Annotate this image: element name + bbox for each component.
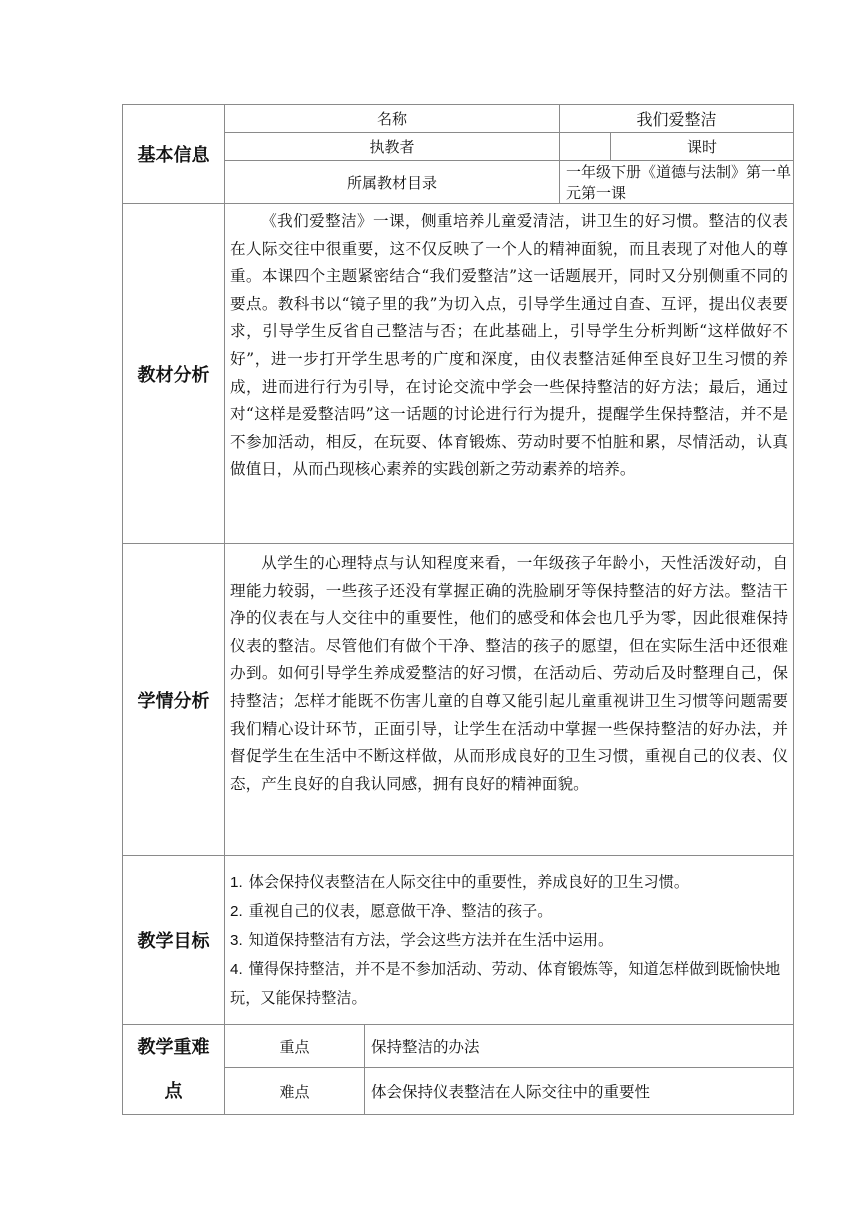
student-analysis-header: 学情分析: [123, 544, 225, 856]
textbook-row: [123, 204, 794, 544]
basic-row-name: [123, 105, 794, 133]
students-row: [123, 544, 794, 856]
teaching-goals-list: [225, 856, 794, 1025]
catalog-value: 一年级下册《道德与法制》第一单元第一课: [560, 161, 794, 204]
name-value: 我们爱整洁: [560, 105, 794, 133]
textbook-analysis-header: 教材分析: [123, 204, 225, 544]
teaching-goals-header: 教学目标: [123, 856, 225, 1025]
goal-item: 3. 知道保持整洁有方法，学会这些方法并在生活中运用。: [230, 931, 614, 949]
goal-item: 4. 懂得保持整洁，并不是不参加活动、劳动、体育锻炼等，知道怎样做到既愉快地玩，又能保持整洁。: [230, 960, 781, 1007]
difficult-point-value: 体会保持仪表整洁在人际交往中的重要性: [365, 1068, 794, 1115]
key-point-value: 保持整洁的办法: [365, 1025, 794, 1068]
goal-item: 1. 体会保持仪表整洁在人际交往中的重要性，养成良好的卫生习惯。: [230, 873, 690, 891]
key-point-row: [123, 1025, 794, 1068]
student-analysis-text: 从学生的心理特点与认知程度来看，一年级孩子年龄小，天性活泼好动，自理能力较弱，一些孩子还没有掌握正确的洗脸刷牙等保持整洁的好方法。整洁干净的仪表在与人交往中的重要性，他们的感受和体会也几乎为零，因此很难保持仪表的整洁。尽管他们有做个干净、整洁的孩子的愿望，但在实际生活中还很难办到。如何引导学生养成爱整洁的好习惯，在活动后、劳动后及时整理自己，保持整洁；怎样才能既不伤害儿童的自尊又能引起儿童重视讲卫生习惯等问题需要我们精心设计环节，正面引导，让学生在活动中掌握一些保持整洁的好办法，并督促学生在生活中不断这样做，从而形成良好的卫生习惯，重视自己的仪表、仪态，产生良好的自我认同感，拥有良好的精神面貌。: [225, 544, 794, 856]
key-difficult-header-line2: 点: [164, 1080, 183, 1102]
textbook-analysis-text: 《我们爱整洁》一课，侧重培养儿童爱清洁，讲卫生的好习惯。整洁的仪表在人际交往中很重要，这不仅反映了一个人的精神面貌，而且表现了对他人的尊重。本课四个主题紧密结合“我们爱整洁”这一话题展开，同时又分别侧重不同的要点。教科书以“镜子里的我”为切入点，引导学生通过自查、互评，提出仪表要求，引导学生反省自己整洁与否；在此基础上，引导学生分析判断“这样做好不好”，进一步打开学生思考的广度和深度，由仪表整洁延伸至良好卫生习惯的养成，进而进行行为引导，在讨论交流中学会一些保持整洁的好方法；最后，通过对“这样是爱整洁吗”这一话题的讨论进行行为提升，提醒学生保持整洁，并不是不参加活动，相反，在玩耍、体育锻炼、劳动时要不怕脏和累，尽情活动，认真做值日，从而凸现核心素养的实践创新之劳动素养的培养。: [225, 204, 794, 544]
key-point-label: 重点: [225, 1025, 365, 1068]
difficult-point-label: 难点: [225, 1068, 365, 1115]
basic-info-header: 基本信息: [123, 105, 225, 204]
catalog-label: 所属教材目录: [225, 161, 560, 204]
teacher-label: 执教者: [225, 133, 560, 161]
period-label: 课时: [611, 133, 794, 161]
name-label: 名称: [225, 105, 560, 133]
teacher-value: [560, 133, 611, 161]
key-difficult-header-line1: 教学重难: [137, 1036, 210, 1058]
key-difficult-header: [123, 1025, 225, 1115]
goal-item: 2. 重视自己的仪表，愿意做干净、整洁的孩子。: [230, 902, 553, 920]
goals-row: [123, 856, 794, 1025]
lesson-plan-table: [122, 104, 794, 1115]
